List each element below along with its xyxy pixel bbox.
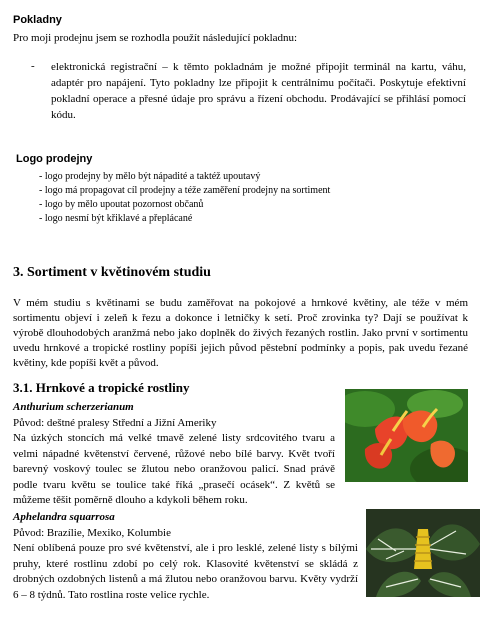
- plant-origin: Původ: deštné pralesy Střední a Jižní Ameriky: [13, 416, 217, 429]
- pokladny-intro: Pro moji prodejnu jsem se rozhodla použít následující pokladnu:: [13, 32, 298, 44]
- pokladny-bullet: elektronická registrační – k těmto pokladnám je možné připojit terminál na kartu, váhu, adaptér pro napájení. Tyto pokladny lze připojit k centrálnímu počítači. Poskytuje efektivní pokladní operace a přesné údaje pro správu a řízení obchodu. Prodávající se přihlásí pomocí kódu.: [51, 61, 466, 121]
- section-3-paragraph: V mém studiu s květinami se budu zaměřovat na pokojové a hrnkové květiny, ale téže v mém sortimentu objeví i zeleň k řezu a dokonce i letničky k setí. Proč zrovinka ty? Dají se používat k výrobě dlouhodobých aranžmá nebo jako doplněk do živých řezaných rostlin. Jako první v sortimentu uvedu hrnkové a tropické rostliny popíši jejich původ pěstební podmínky a popis, pak uvedu řezané květiny, kde popíši květ a původ.: [13, 297, 468, 369]
- logo-list: [39, 170, 330, 226]
- plant-name: Anthurium scherzerianum: [13, 401, 134, 413]
- list-item: - logo má propagovat cíl prodejny a téže zaměření prodejny na sortiment: [39, 185, 331, 196]
- plant-anthurium: [13, 400, 335, 509]
- aphelandra-photo: [366, 509, 480, 597]
- plant-name: Aphelandra squarrosa: [13, 511, 115, 523]
- plant-aphelandra: [13, 510, 358, 603]
- anthurium-illustration: [345, 389, 468, 482]
- plant-origin: Původ: Brazílie, Mexiko, Kolumbie: [13, 526, 171, 539]
- heading-logo: Logo prodejny: [16, 153, 93, 165]
- section-3-1-heading: 3.1. Hrnkové a tropické rostliny: [13, 380, 190, 395]
- plant-description: Na úzkých stoncích má velké tmavě zelené listy srdcovitého tvaru a velmi nápadné květenství červené, růžové nebo bílé barvy. Květ tvoří barevný voskový toulec se žlutou nebo oranžovou palicí. Snad právě podle tvaru květu se toulice také říká „prasečí ocásek“. Z květů se můžeme těšit poměrně dlouho a kdykoli během roku.: [13, 432, 335, 506]
- plant-description: Není oblíbená pouze pro své květenství, ale i pro lesklé, zelené listy s bílými pruhy, které rostlinu zdobí po celý rok. Klasovité květenství se skládá z drobných ozdobných listenů a má žlutou nebo oranžovou barvu. Květy vydrží 6 – 8 týdnů. Tato rostlina roste velice rychle.: [13, 542, 358, 601]
- list-item: - logo nesmí být křiklavé a přeplácané: [39, 213, 193, 224]
- anthurium-photo: [345, 389, 468, 482]
- list-item: - logo prodejny by mělo být nápadité a taktéž upoutavý: [39, 171, 261, 182]
- list-item: - logo by mělo upoutat pozornost občanů: [39, 199, 204, 210]
- heading-pokladny: Pokladny: [13, 14, 62, 26]
- aphelandra-illustration: [366, 509, 480, 597]
- bullet-dash: -: [31, 60, 35, 72]
- section-3-heading: 3. Sortiment v květinovém studiu: [13, 265, 211, 280]
